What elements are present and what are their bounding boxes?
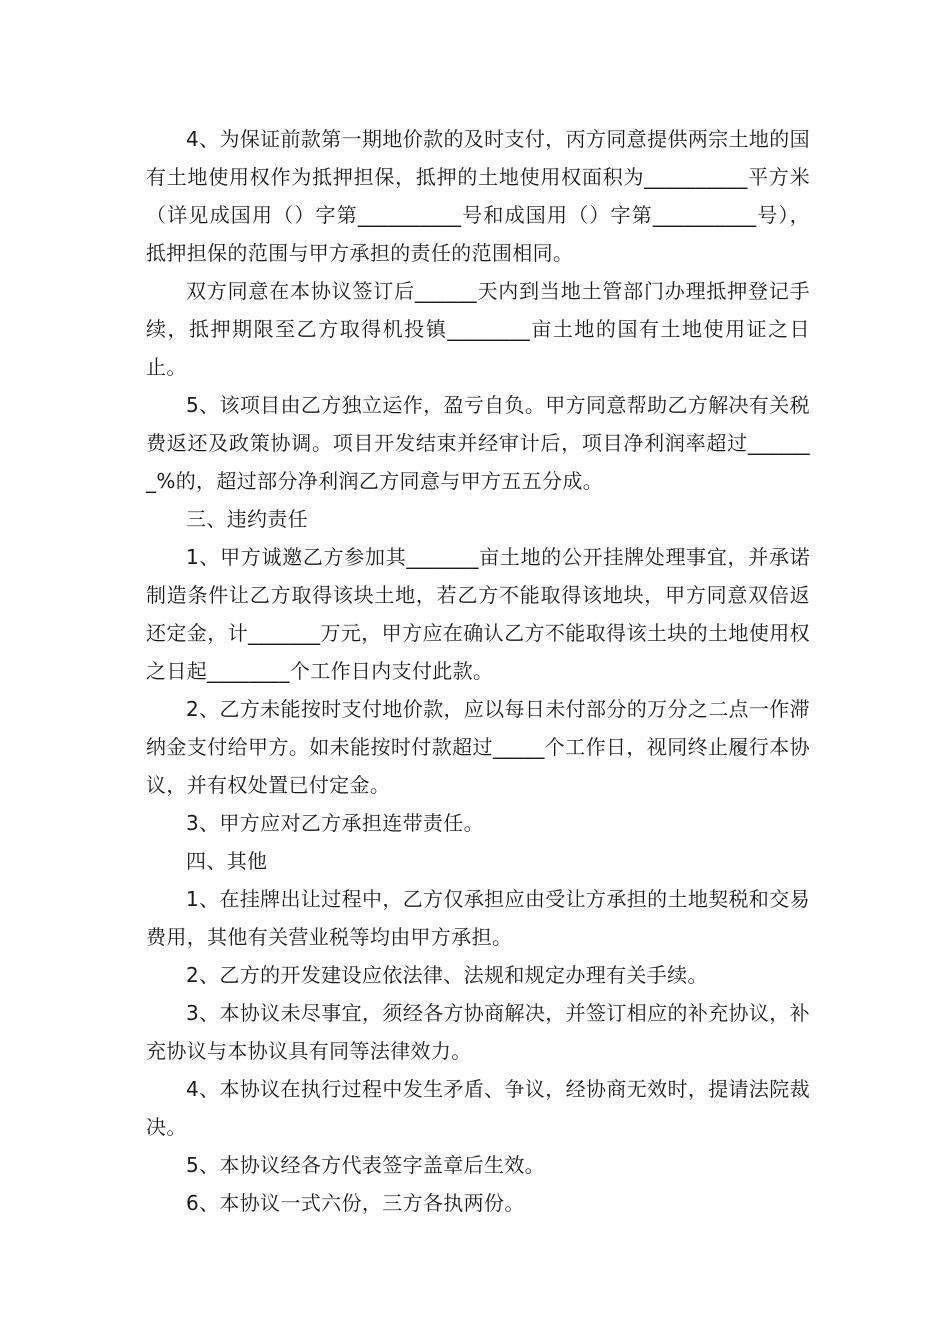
other-clause-3: 3、本协议未尽事宜，须经各方协商解决，并签订相应的补充协议，补充协议与本协议具有同等法律效力。 (146, 1001, 810, 1063)
clause-mortgage-registration: 双方同意在本协议签订后______天内到当地土管部门办理抵押登记手续，抵押期限至乙方取得机投镇________亩土地的国有土地使用证之日止。 (146, 279, 810, 379)
document-page (146, 120, 810, 1222)
liability-clause-1: 1、甲方诚邀乙方参加其_______亩土地的公开挂牌处理事宜，并承诺制造条件让乙方取得该块土地，若乙方不能取得该地块，甲方同意双倍返还定金，计_______万元，甲方应在确认乙方不能取得该土块的土地使用权之日起________个工作日内支付此款。 (146, 545, 810, 683)
other-clause-1: 1、在挂牌出让过程中，乙方仅承担应由受让方承担的土地契税和交易费用，其他有关营业税等均由甲方承担。 (146, 887, 810, 949)
clause-5-independent-operation: 5、该项目由乙方独立运作，盈亏自负。甲方同意帮助乙方解决有关税费返还及政策协调。项目开发结束并经审计后，项目净利润率超过_______%的，超过部分净利润乙方同意与甲方五五分成。 (146, 393, 810, 493)
liability-clause-3: 3、甲方应对乙方承担连带责任。 (186, 811, 484, 835)
liability-clause-2: 2、乙方未能按时支付地价款，应以每日未付部分的万分之二点一作滞纳金支付给甲方。如未能按时付款超过_____个工作日，视同终止履行本协议，并有权处置已付定金。 (146, 697, 810, 797)
section-heading-other: 四、其他 (186, 849, 268, 873)
other-clause-5: 5、本协议经各方代表签字盖章后生效。 (186, 1153, 546, 1177)
other-clause-6: 6、本协议一式六份，三方各执两份。 (186, 1191, 525, 1215)
other-clause-2: 2、乙方的开发建设应依法律、法规和规定办理有关手续。 (186, 963, 708, 987)
other-clause-4: 4、本协议在执行过程中发生矛盾、争议，经协商无效时，提请法院裁决。 (146, 1077, 810, 1139)
clause-4-mortgage-guarantee: 4、为保证前款第一期地价款的及时支付，丙方同意提供两宗土地的国有土地使用权作为抵押担保，抵押的土地使用权面积为__________平方米（详见成国用（）字第__________号和成国用（）字第__________号），抵押担保的范围与甲方承担的责任的范围相同。 (146, 127, 810, 265)
section-heading-liability: 三、违约责任 (186, 507, 309, 531)
